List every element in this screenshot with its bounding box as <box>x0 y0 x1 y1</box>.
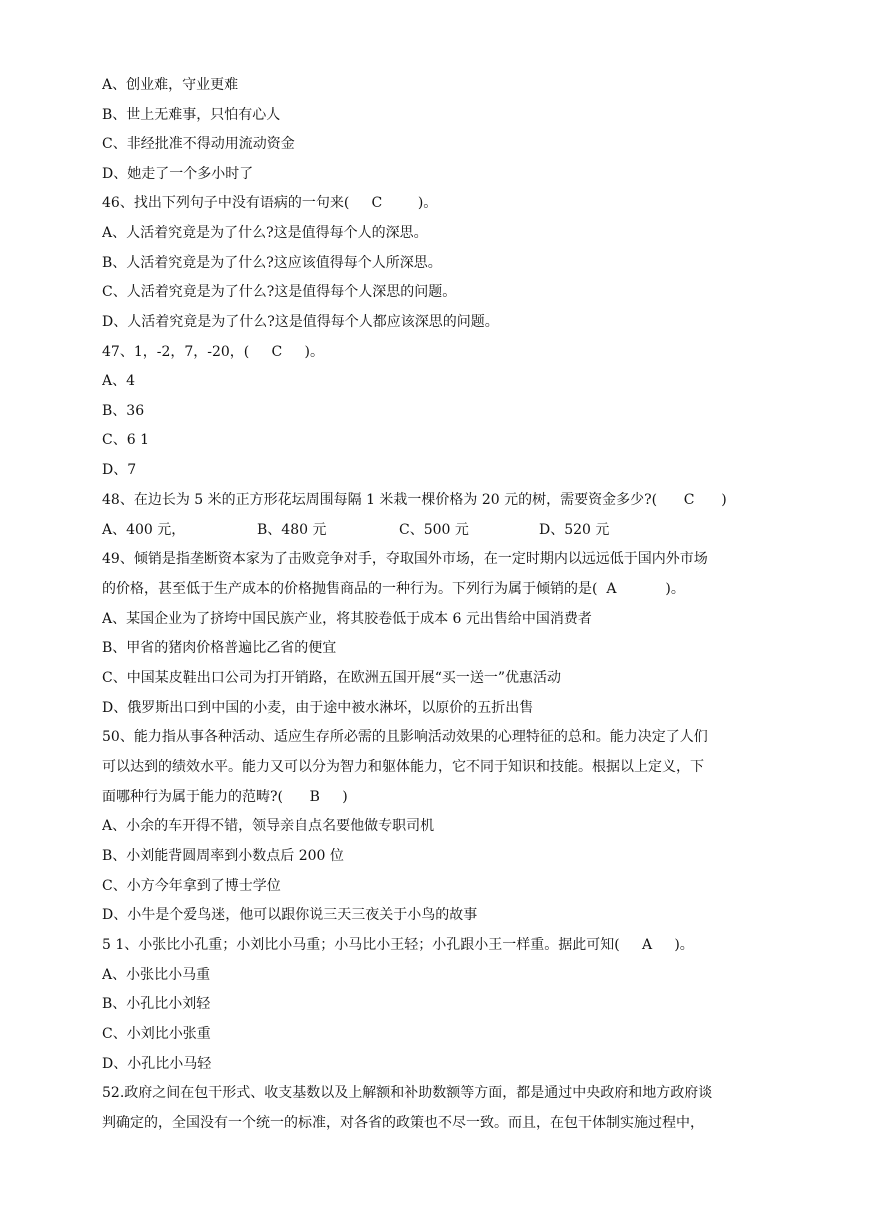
question-48: 48、在边长为 5 米的正方形花坛周围每隔 1 米栽一棵价格为 20 元的树，需要资金多少?( C ) <box>102 492 727 508</box>
text-line: 面哪种行为属于能力的范畴?( B ) <box>102 789 348 805</box>
option-d: D、520 元 <box>539 522 610 538</box>
text-line: A、小张比小马重 <box>102 967 211 983</box>
text-line: A、小余的车开得不错，领导亲自点名要他做专职司机 <box>102 818 435 834</box>
text-line: D、小孔比小马轻 <box>102 1056 212 1072</box>
text-line: 可以达到的绩效水平。能力又可以分为智力和躯体能力，它不同于知识和技能。根据以上定义，下 <box>102 759 704 775</box>
question-46: 46、找出下列句子中没有语病的一句来( C )。 <box>102 195 438 211</box>
text-line: A、创业难，守业更难 <box>102 77 239 93</box>
text-line: B、小刘能背圆周率到小数点后 200 位 <box>102 848 344 864</box>
text-line: D、人活着究竟是为了什么?这是值得每个人都应该深思的问题。 <box>102 314 499 330</box>
text-line: C、小刘比小张重 <box>102 1026 211 1042</box>
text-line: A、4 <box>102 373 136 389</box>
text-line: B、人活着究竟是为了什么?这应该值得每个人所深思。 <box>102 255 442 271</box>
text-line: 判确定的，全国没有一个统一的标准，对各省的政策也不尽一致。而且，在包干体制实施过程中， <box>102 1115 704 1131</box>
text-line: B、小孔比小刘轻 <box>102 996 211 1012</box>
text-line: B、世上无难事，只怕有心人 <box>102 107 281 123</box>
question-50: 50、能力指从事各种活动、适应生存所必需的且影响活动效果的心理特征的总和。能力决定了人们 <box>102 729 708 745</box>
text-line: D、小牛是个爱鸟迷，他可以跟你说三天三夜关于小鸟的故事 <box>102 907 478 923</box>
question-51: 5 1、小张比小孔重；小刘比小马重；小马比小王轻；小孔跟小王一样重。据此可知( A )。 <box>102 937 694 953</box>
text-line: C、人活着究竟是为了什么?这是值得每个人深思的问题。 <box>102 284 457 300</box>
text-line: C、中国某皮鞋出口公司为打开销路，在欧洲五国开展“买一送一”优惠活动 <box>102 670 562 686</box>
text-line: B、甲省的猪肉价格普遍比乙省的便宜 <box>102 640 337 656</box>
question-52: 52.政府之间在包干形式、收支基数以及上解额和补助数额等方面，都是通过中央政府和地方政府谈 <box>102 1085 713 1101</box>
text-line: A、人活着究竟是为了什么?这是值得每个人的深思。 <box>102 225 428 241</box>
text-line: C、非经批准不得动用流动资金 <box>102 136 295 152</box>
text-line: A、某国企业为了挤垮中国民族产业，将其胶卷低于成本 6 元出售给中国消费者 <box>102 611 592 627</box>
text-line: B、36 <box>102 403 145 419</box>
option-b: B、480 元 <box>257 522 327 538</box>
option-c: C、500 元 <box>399 522 469 538</box>
text-line: D、7 <box>102 462 137 478</box>
text-line: C、6 1 <box>102 432 149 448</box>
text-line: D、她走了一个多小时了 <box>102 166 254 182</box>
text-line: D、俄罗斯出口到中国的小麦，由于途中被水淋坏，以原价的五折出售 <box>102 700 534 716</box>
question-48-options <box>102 520 772 540</box>
option-a: A、400 元， <box>102 522 186 538</box>
question-49: 49、倾销是指垄断资本家为了击败竞争对手，夺取国外市场，在一定时期内以远远低于国内外市场 <box>102 551 708 567</box>
text-line: 的价格，甚至低于生产成本的价格抛售商品的一种行为。下列行为属于倾销的是( A )。 <box>102 581 685 597</box>
question-47: 47、1，-2，7，-20，( C )。 <box>102 344 324 360</box>
text-line: C、小方今年拿到了博士学位 <box>102 878 281 894</box>
